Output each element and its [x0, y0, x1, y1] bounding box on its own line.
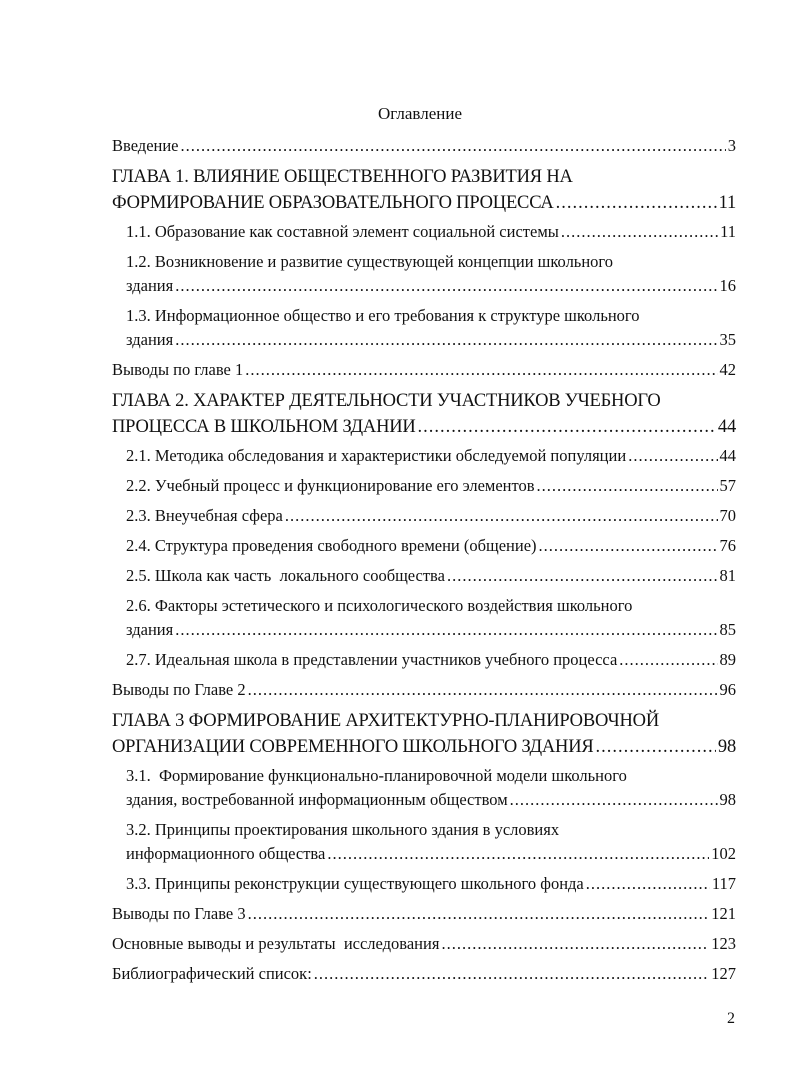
toc-entry-text: Выводы по Главе 2 — [112, 680, 246, 699]
toc-entry-text: 2.6. Факторы эстетического и психологического воздействия школьного — [126, 596, 633, 615]
toc-entry-conclusions-3[interactable] — [112, 902, 736, 926]
toc-entry-section-2-3[interactable] — [126, 504, 736, 528]
toc-entry-text-cont: здания — [126, 330, 174, 349]
toc-page-number: 89 — [719, 650, 736, 669]
toc-entry-text-cont: здания — [126, 276, 174, 295]
leader-dots — [556, 190, 717, 216]
toc-entry-section-2-5[interactable] — [126, 564, 736, 588]
toc-entry-chapter-2[interactable] — [112, 388, 736, 440]
toc-entry-text: Выводы по главе 1 — [112, 360, 244, 379]
toc-entry-text: 2.3. Внеучебная сфера — [126, 506, 283, 525]
leader-dots — [619, 648, 717, 672]
toc-entry-section-3-3[interactable] — [126, 872, 736, 896]
leader-dots — [537, 474, 718, 498]
page-number: 2 — [727, 1010, 735, 1027]
leader-dots — [181, 134, 726, 158]
toc-entry-text: 2.1. Методика обследования и характеристики обследуемой популяции — [126, 446, 627, 465]
toc-entry-intro[interactable] — [112, 134, 736, 158]
toc-entry-main-conclusions[interactable] — [112, 932, 736, 956]
toc-page-number: 70 — [719, 506, 736, 525]
toc-entry-text: Введение — [112, 136, 179, 155]
toc-entry-text: Выводы по Главе 3 — [112, 904, 246, 923]
toc-entry-text: ГЛАВА 1. ВЛИЯНИЕ ОБЩЕСТВЕННОГО РАЗВИТИЯ НА — [112, 167, 573, 187]
toc-entry-text: 2.4. Структура проведения свободного времени (общение) — [126, 536, 537, 555]
toc-entry-section-2-2[interactable] — [126, 474, 736, 498]
toc-entry-section-2-4[interactable] — [126, 534, 736, 558]
toc-entry-section-1-2[interactable] — [126, 250, 736, 298]
toc-entry-conclusions-1[interactable] — [112, 358, 736, 382]
toc-page-number: 85 — [719, 620, 736, 639]
leader-dots — [314, 962, 709, 986]
toc-entry-bibliography[interactable] — [112, 962, 736, 986]
toc-page-number: 127 — [711, 964, 736, 983]
toc-entry-text: 2.7. Идеальная школа в представлении участников учебного процесса — [126, 650, 618, 669]
toc-entry-text: 1.1. Образование как составной элемент социальной системы — [126, 222, 559, 241]
toc-entry-text: 1.3. Информационное общество и его требования к структуре школьного — [126, 306, 640, 325]
toc-entry-text-cont: ОРГАНИЗАЦИИ СОВРЕМЕННОГО ШКОЛЬНОГО ЗДАНИЯ — [112, 737, 594, 757]
toc-entry-text: Основные выводы и результаты исследования — [112, 934, 440, 953]
leader-dots — [175, 618, 717, 642]
toc-page-number: 16 — [719, 276, 736, 295]
toc-entry-text: 1.2. Возникновение и развитие существующей концепции школьного — [126, 252, 614, 271]
leader-dots — [441, 932, 709, 956]
toc-page-number: 35 — [719, 330, 736, 349]
leader-dots — [175, 274, 717, 298]
toc-entry-section-3-1[interactable] — [126, 764, 736, 812]
leader-dots — [586, 872, 710, 896]
toc-page-number: 81 — [719, 566, 736, 585]
toc-entry-text-cont: здания, востребованной информационным обществом — [126, 790, 508, 809]
table-of-contents — [112, 134, 736, 992]
toc-entry-text-cont: ПРОЦЕССА В ШКОЛЬНОМ ЗДАНИИ — [112, 417, 416, 437]
leader-dots — [248, 678, 718, 702]
leader-dots — [596, 734, 716, 760]
toc-page-number: 3 — [727, 136, 736, 155]
toc-page-number: 76 — [719, 536, 736, 555]
toc-entry-section-2-7[interactable] — [126, 648, 736, 672]
toc-page-number: 11 — [718, 193, 736, 213]
toc-entry-text: ГЛАВА 3 ФОРМИРОВАНИЕ АРХИТЕКТУРНО-ПЛАНИРОВОЧНОЙ — [112, 711, 659, 731]
toc-page-number: 121 — [711, 904, 736, 923]
toc-entry-chapter-3[interactable] — [112, 708, 736, 760]
toc-entry-text-cont: информационного общества — [126, 844, 326, 863]
leader-dots — [248, 902, 710, 926]
toc-page-number: 57 — [719, 476, 736, 495]
leader-dots — [561, 220, 718, 244]
toc-page-number: 42 — [719, 360, 736, 379]
toc-page-number: 98 — [717, 737, 736, 757]
leader-dots — [510, 788, 718, 812]
toc-entry-section-2-1[interactable] — [126, 444, 736, 468]
leader-dots — [245, 358, 717, 382]
leader-dots — [175, 328, 717, 352]
toc-page-number: 44 — [717, 417, 736, 437]
leader-dots — [447, 564, 718, 588]
toc-page-number: 98 — [719, 790, 736, 809]
toc-page-number: 117 — [711, 874, 736, 893]
toc-heading: Оглавление — [378, 104, 462, 123]
toc-page-number: 96 — [719, 680, 736, 699]
toc-entry-text: 3.1. Формирование функционально-планировочной модели школьного — [126, 766, 627, 785]
toc-page-number: 11 — [720, 222, 736, 241]
toc-page-number: 102 — [711, 844, 736, 863]
toc-entry-chapter-1[interactable] — [112, 164, 736, 216]
toc-entry-text-cont: ФОРМИРОВАНИЕ ОБРАЗОВАТЕЛЬНОГО ПРОЦЕССА — [112, 193, 554, 213]
toc-page-number: 44 — [719, 446, 736, 465]
toc-entry-text-cont: здания — [126, 620, 174, 639]
leader-dots — [628, 444, 717, 468]
toc-entry-conclusions-2[interactable] — [112, 678, 736, 702]
toc-entry-text: 3.3. Принципы реконструкции существующего школьного фонда — [126, 874, 584, 893]
toc-entry-section-1-1[interactable] — [126, 220, 736, 244]
toc-entry-text: 3.2. Принципы проектирования школьного здания в условиях — [126, 820, 560, 839]
toc-entry-text: ГЛАВА 2. ХАРАКТЕР ДЕЯТЕЛЬНОСТИ УЧАСТНИКОВ УЧЕБНОГО — [112, 391, 661, 411]
leader-dots — [539, 534, 718, 558]
toc-entry-section-2-6[interactable] — [126, 594, 736, 642]
leader-dots — [327, 842, 709, 866]
toc-entry-section-1-3[interactable] — [126, 304, 736, 352]
toc-page-number: 123 — [711, 934, 736, 953]
toc-entry-section-3-2[interactable] — [126, 818, 736, 866]
toc-entry-text: Библиографический список: — [112, 964, 312, 983]
toc-entry-text: 2.5. Школа как часть локального сообщества — [126, 566, 445, 585]
leader-dots — [418, 414, 716, 440]
toc-entry-text: 2.2. Учебный процесс и функционирование его элементов — [126, 476, 535, 495]
leader-dots — [285, 504, 718, 528]
